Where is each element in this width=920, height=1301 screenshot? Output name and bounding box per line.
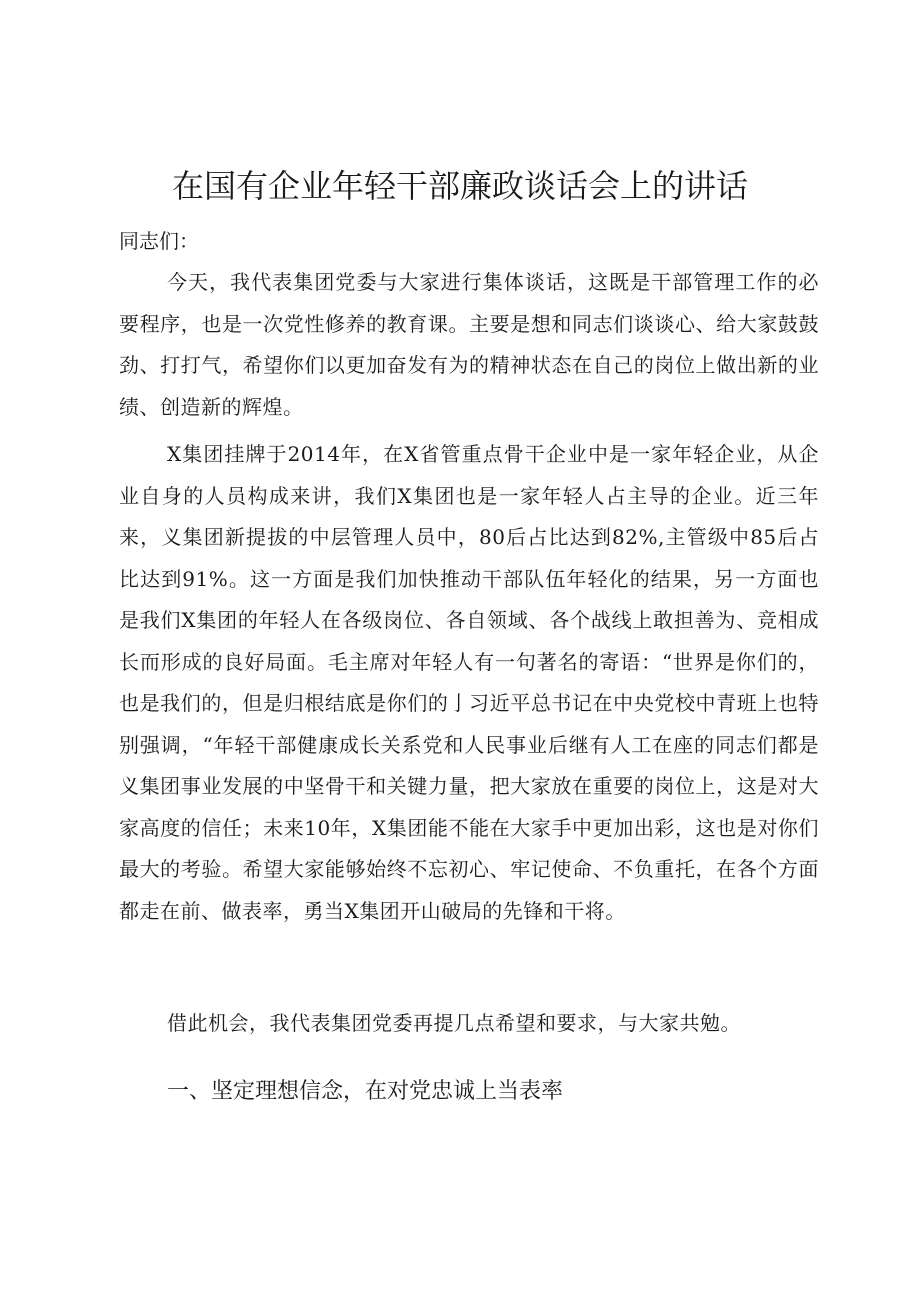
paragraph-opening: 今天，我代表集团党委与大家进行集体谈话，这既是干部管理工作的必要程序，也是一次党性修养的教育课。主要是想和同志们谈谈心、给大家鼓鼓劲、打打气，希望你们以更加奋发有为的精神状态在自己的岗位上做出新的业绩、创造新的辉煌。: [119, 270, 819, 419]
paragraph-group-background: X集团挂牌于2014年，在X省管重点骨干企业中是一家年轻企业，从企业自身的人员构成来讲，我们X集团也是一家年轻人占主导的企业。近三年来，义集团新提拔的中层管理人员中，80后占比达到82%,主管级中85后占比达到91%。这一方面是我们加快推动干部队伍年轻化的结果，另一方面也是我们X集团的年轻人在各级岗位、各自领域、各个战线上敢担善为、竞相成长而形成的良好局面。毛主席对年轻人有一句著名的寄语：“世界是你们的，也是我们的，但是归根结底是你们的亅习近平总书记在中央党校中青班上也特别强调，“年轻干部健康成长关系党和人民事业后继有人工在座的同志们都是义集团事业发展的中坚骨干和关键力量，把大家放在重要的岗位上，这是对大家高度的信任；未来10年，X集团能不能在大家手中更加出彩，这也是对你们最大的考验。希望大家能够始终不忘初心、牢记使命、不负重托，在各个方面都走在前、做表率，勇当X集团开山破局的先锋和干将。: [119, 442, 819, 923]
document-title: 在国有企业年轻干部廉政谈话会上的讲话: [171, 167, 748, 205]
section-heading: 一、坚定理想信念，在对党忠诚上当表率: [167, 1079, 564, 1104]
paragraph-transition: 借此机会，我代表集团党委再提几点希望和要求，与大家共勉。: [167, 1011, 741, 1035]
salutation: 同志们：: [119, 229, 199, 253]
